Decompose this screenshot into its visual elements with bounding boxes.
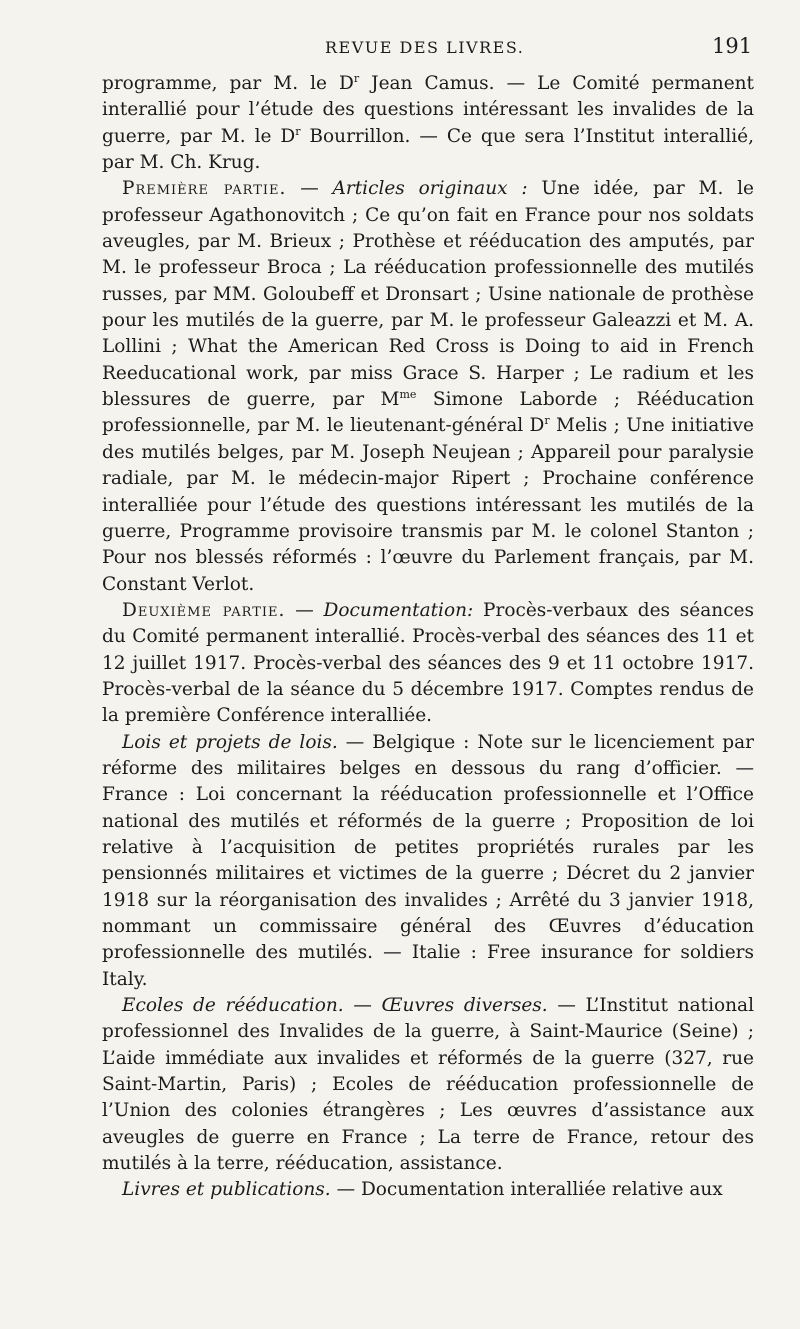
text-run: — (285, 599, 324, 621)
italic-heading: Ecoles de rééducation. (122, 995, 344, 1017)
text-run: Jean Camus. — Le Comité permanent interallié pour l’étude des questions intéressant les invalides de la guerre, par M. le D (102, 73, 754, 147)
text-run: — (343, 995, 382, 1017)
superscript: r (544, 414, 550, 428)
text-run: programme, par M. le D (102, 73, 354, 94)
text-run: Une idée, par M. le professeur Agathonovitch ; Ce qu’on fait en France pour nos soldats aveugles, par M. Brieux ; Prothèse et rééducation des amputés, par M. le professeur Broca ; La rééducation professionnelle des mutilés russes, par MM. Goloubeff et Dronsart ; Usine nationale de prothèse pour les mutilés de la guerre, par M. le professeur Galeazzi et M. A. Lollini ; What the American Red Cross is Doing to aid in French Reeducational work, par miss Grace S. Harper ; Le radium et les blessures de guerre, par M (102, 178, 754, 411)
text-run: Procès-verbaux des séances du Comité permanent interallié. Procès-verbal des séances des 11 et 12 juillet 1917. Procès-verbal des séances des 9 et 11 octobre 1917. Procès-verbal de la séance du 5 décembre 1917. Comptes rendus de la première Conférence interalliée. (102, 599, 754, 727)
superscript: r (295, 124, 301, 138)
text-run: Melis ; Une initiative des mutilés belges, par M. Joseph Neujean ; Appareil pour paralysie radiale, par M. le médecin-major Ripert ; Prochaine conférence interalliée pour l’étude des questions intéressant les mutilés de la guerre, Programme provisoire transmis par M. le colonel Stanton ; Pour nos blessés réformés : l’œuvre du Parlement français, par M. Constant Verlot. (102, 415, 754, 595)
italic-heading: Articles originaux : (332, 178, 528, 200)
page-number: 191 (712, 34, 753, 58)
italic-heading: Livres et publications. (122, 1179, 331, 1201)
text-run: — Documentation interalliée relative aux (330, 1179, 723, 1201)
paragraph (102, 993, 754, 1177)
italic-heading: Lois et projets de lois. (122, 731, 338, 753)
body-text (102, 71, 754, 1204)
italic-heading: Œuvres diverses. (381, 995, 548, 1017)
text-run: — (286, 178, 333, 200)
text-run: — L’Institut national professionnel des Invalides de la guerre, à Saint-Maurice (Seine) ; L’aide immédiate aux invalides et réformés de la guerre (327, rue Saint-Martin, Paris) ; Ecoles de rééducation professionnelle de l’Union des colonies étrangères ; Les œuvres d’assistance aux aveugles de guerre en France ; La terre de France, retour des mutilés à la terre, rééducation, assistance. (102, 995, 755, 1175)
page-header (0, 34, 800, 64)
text-run: Simone Laborde ; Rééducation professionnelle, par M. le lieutenant-général D (102, 389, 754, 437)
paragraph (102, 730, 754, 993)
text-run: Bourrillon. — Ce que sera l’Institut interallié, par M. Ch. Krug. (102, 125, 755, 174)
superscript: r (353, 72, 360, 85)
running-title: REVUE DES LIVRES. (325, 38, 525, 57)
paragraph (102, 71, 754, 176)
paragraph (102, 1177, 754, 1203)
paragraph (102, 598, 754, 730)
text-run: — Belgique : Note sur le licenciement par réforme des militaires belges en dessous du rang d’officier. — France : Loi concernant la rééducation professionnelle et l’Office national des mutilés et réformés de la guerre ; Proposition de loi relative à l’acquisition de petites propriétés rurales par les pensionnés militaires et victimes de la guerre ; Décret du 2 janvier 1918 sur la réorganisation des invalides ; Arrêté du 3 janvier 1918, nommant un commissaire général des Œuvres d’éducation professionnelle des mutilés. — Italie : Free insurance for soldiers Italy. (102, 731, 754, 990)
paragraph (102, 176, 754, 598)
superscript: me (399, 388, 417, 402)
italic-heading: Documentation: (323, 599, 474, 621)
section-label: Première partie. (122, 178, 287, 200)
section-label: Deuxième partie. (122, 599, 286, 621)
